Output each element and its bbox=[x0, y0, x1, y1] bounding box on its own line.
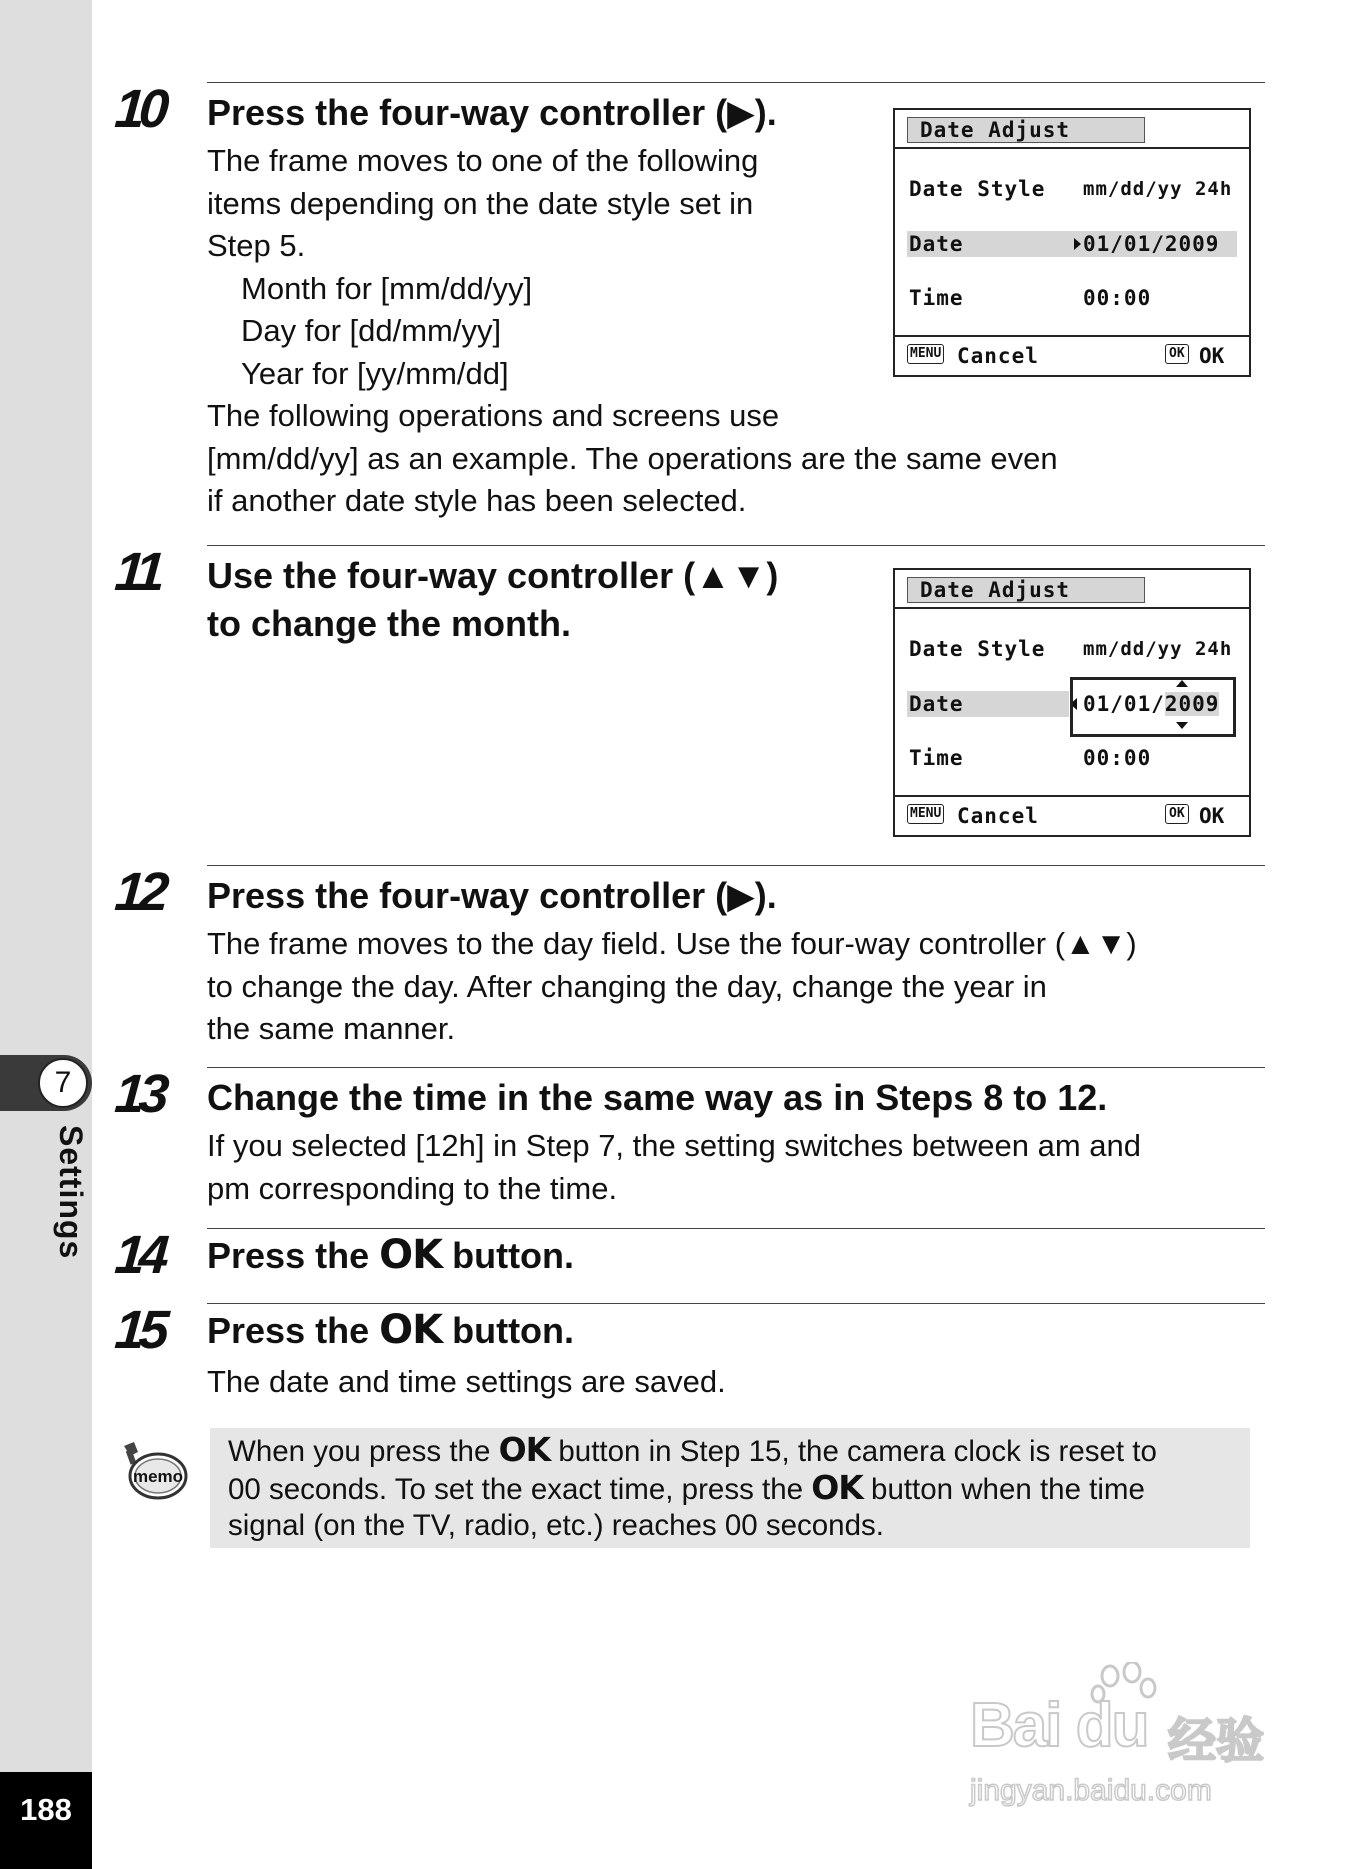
ok-button-glyph: OK bbox=[379, 1307, 443, 1353]
step-title-line: Use the four-way controller (▲▼) bbox=[207, 555, 779, 596]
step-title: Press the OK button. bbox=[207, 1307, 575, 1353]
screen-title: Date Adjust bbox=[907, 117, 1145, 143]
memo-text: When you press the OK button in Step 15, the camera clock is reset to 00 seconds. To set the exact time, press the OK button when the time signal (on the TV, radio, etc.) reaches 00 seconds. bbox=[228, 1430, 1157, 1542]
step-divider bbox=[207, 1228, 1265, 1229]
step-title: Change the time in the same way as in Steps 8 to 12. bbox=[207, 1077, 1108, 1118]
step-number: 15 bbox=[112, 1300, 166, 1360]
chapter-label: Settings bbox=[53, 1125, 89, 1260]
body-line: to change the day. After changing the day, change the year in bbox=[207, 968, 1047, 1004]
row-label: Date Style bbox=[909, 637, 1046, 661]
step-title: Press the OK button. bbox=[207, 1232, 575, 1278]
row-label: Time bbox=[909, 286, 964, 310]
arrow-right-icon bbox=[1074, 238, 1081, 250]
ok-button-glyph: OK bbox=[811, 1468, 863, 1507]
list-item: Year for [yy/mm/dd] bbox=[241, 355, 509, 391]
arrow-up-icon bbox=[1176, 680, 1188, 687]
row-label: Date bbox=[909, 692, 964, 716]
ok-button-icon: OK bbox=[1165, 804, 1189, 824]
menu-button-icon: MENU bbox=[907, 344, 944, 364]
camera-screen-date-adjust-editing bbox=[893, 568, 1251, 837]
step-number: 14 bbox=[112, 1225, 166, 1285]
arrow-down-icon bbox=[1176, 722, 1188, 729]
ok-label: OK bbox=[1199, 804, 1225, 828]
row-label: Time bbox=[909, 746, 964, 770]
ok-label: OK bbox=[1199, 344, 1225, 368]
row-value: mm/dd/yy 24h bbox=[1083, 178, 1233, 200]
body-line: The frame moves to the day field. Use the four-way controller (▲▼) bbox=[207, 926, 1137, 961]
body-line: the same manner. bbox=[207, 1011, 456, 1046]
row-date-style bbox=[907, 176, 1237, 202]
watermark-logo: Bai du bbox=[970, 1691, 1148, 1760]
year-field: 2009 bbox=[1164, 692, 1220, 716]
sidebar bbox=[0, 0, 92, 1869]
row-label: Date Style bbox=[909, 177, 1046, 201]
row-value: 00:00 bbox=[1083, 746, 1152, 770]
step-body bbox=[207, 1125, 1267, 1210]
step-body bbox=[207, 923, 1267, 1051]
body-line: pm corresponding to the time. bbox=[207, 1170, 618, 1206]
step-divider bbox=[207, 82, 1265, 83]
baidu-watermark bbox=[970, 1662, 1280, 1812]
step-number: 12 bbox=[112, 862, 166, 922]
memo-icon bbox=[118, 1440, 188, 1502]
ok-button-glyph: OK bbox=[379, 1232, 443, 1278]
step-number: 10 bbox=[112, 79, 166, 139]
body-line: [mm/dd/yy] as an example. The operations are the same even bbox=[207, 440, 1058, 476]
step-13 bbox=[112, 1064, 1265, 1207]
list-item: Day for [dd/mm/yy] bbox=[241, 313, 502, 348]
memo-box bbox=[210, 1428, 1250, 1548]
step-title: Press the four-way controller (▶). bbox=[207, 92, 777, 133]
row-label: Date bbox=[909, 232, 964, 256]
row-date-style bbox=[907, 636, 1237, 662]
chapter-number: 7 bbox=[38, 1058, 88, 1108]
step-title-line: to change the month. bbox=[207, 603, 571, 644]
list-item: Month for [mm/dd/yy] bbox=[241, 270, 533, 306]
step-divider bbox=[207, 1067, 1265, 1068]
step-12 bbox=[112, 862, 1265, 1046]
ok-button-icon: OK bbox=[1165, 344, 1189, 364]
watermark-url: jingyan.baidu.com bbox=[970, 1774, 1212, 1807]
row-value: 00:00 bbox=[1083, 286, 1152, 310]
body-line: if another date style has been selected. bbox=[207, 483, 747, 518]
body-line: The frame moves to one of the following bbox=[207, 143, 759, 178]
menu-button-icon: MENU bbox=[907, 804, 944, 824]
step-number: 11 bbox=[112, 542, 162, 602]
ok-button-glyph: OK bbox=[498, 1430, 551, 1469]
screen-footer bbox=[895, 335, 1249, 375]
step-divider bbox=[207, 1303, 1265, 1304]
memo-icon-label: memo bbox=[132, 1467, 184, 1486]
row-date bbox=[907, 231, 1237, 257]
step-14 bbox=[112, 1225, 1265, 1298]
step-divider bbox=[207, 865, 1265, 866]
watermark-cn: 经验 bbox=[1168, 1715, 1265, 1768]
row-value: 01/01/2009 bbox=[1083, 692, 1220, 716]
step-divider bbox=[207, 545, 1265, 546]
row-value: mm/dd/yy 24h bbox=[1083, 638, 1233, 660]
step-15 bbox=[112, 1300, 1265, 1413]
camera-screen-date-adjust bbox=[893, 108, 1251, 377]
body-line: The following operations and screens use bbox=[207, 398, 780, 433]
row-time bbox=[907, 285, 1237, 311]
screen-title: Date Adjust bbox=[907, 577, 1145, 603]
body-line: If you selected [12h] in Step 7, the setting switches between am and bbox=[207, 1128, 1142, 1163]
body-line: items depending on the date style set in bbox=[207, 185, 754, 221]
cancel-label: Cancel bbox=[957, 344, 1039, 368]
screen-footer bbox=[895, 795, 1249, 835]
step-body bbox=[207, 1361, 1267, 1404]
step-title: Press the four-way controller (▶). bbox=[207, 875, 777, 916]
row-time bbox=[907, 745, 1237, 771]
body-line: The date and time settings are saved. bbox=[207, 1364, 726, 1399]
step-number: 13 bbox=[112, 1064, 166, 1124]
page-number: 188 bbox=[20, 1792, 72, 1827]
row-value: 01/01/2009 bbox=[1083, 232, 1220, 256]
body-line: Step 5. bbox=[207, 228, 306, 263]
cancel-label: Cancel bbox=[957, 804, 1039, 828]
edit-frame bbox=[1070, 677, 1236, 737]
